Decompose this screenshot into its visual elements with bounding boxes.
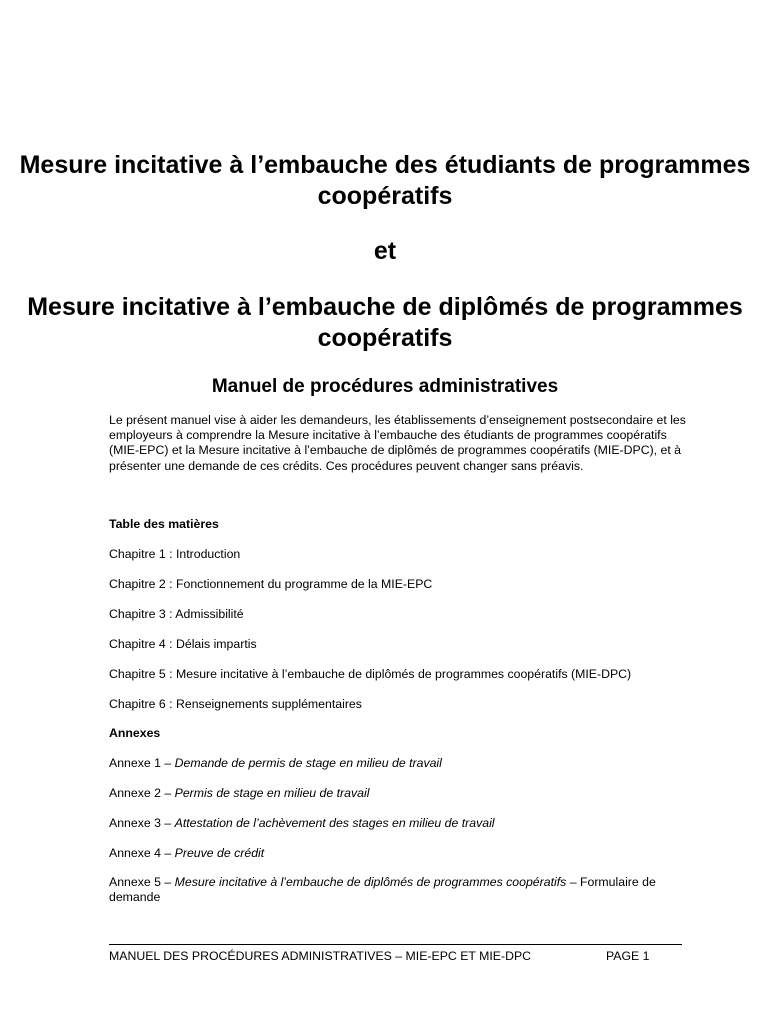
toc-chapter-3: Chapitre 3 : Admissibilité	[109, 607, 244, 621]
toc-chapter-5: Chapitre 5 : Mesure incitative à l’embauche de diplômés de programmes coopératifs (MIE-DPC)	[109, 667, 632, 681]
intro-paragraph: Le présent manuel vise à aider les demandeurs, les établissements d’enseignement postsecondaire et les employeurs à comprendre la Mesure incitative à l’embauche des étudiants de programmes coopératifs (MIE-EPC) et la Mesure incitative à l’embauche de diplômés de programmes coopératifs (MIE-DPC), et à présenter une demande de ces crédits. Ces procédures peuvent changer sans préavis.	[109, 413, 686, 473]
annexe-suffix: – Formulaire de demande	[109, 875, 656, 904]
document-subtitle: Manuel de procédures administratives	[211, 376, 559, 397]
annexe-label: Annexe 1 –	[109, 756, 175, 770]
annexe-title: Mesure incitative à l’embauche de diplômés de programmes coopératifs	[174, 875, 567, 889]
footer-manual-title: MANUEL DES PROCÉDURES ADMINISTRATIVES – MIE-EPC ET MIE-DPC	[109, 949, 532, 963]
annexe-label: Annexe 2 –	[109, 786, 175, 800]
document-title-part-2: Mesure incitative à l’embauche de diplômés de programmes coopératifs	[27, 293, 743, 352]
annexe-label: Annexe 3 –	[109, 816, 175, 830]
footer-page-number: PAGE 1	[606, 949, 650, 963]
toc-chapter-6: Chapitre 6 : Renseignements supplémentaires	[109, 697, 362, 711]
annexe-item-4	[109, 846, 709, 861]
annexes-heading: Annexes	[109, 726, 161, 740]
annexe-title: Preuve de crédit	[174, 846, 265, 860]
annexe-title: Attestation de l’achèvement des stages en milieu de travail	[174, 816, 495, 830]
toc-heading: Table des matières	[109, 517, 219, 531]
page-footer	[109, 944, 682, 963]
document-title-part-1: Mesure incitative à l’embauche des étudiants de programmes coopératifs	[19, 151, 751, 210]
annexe-label: Annexe 4 –	[109, 846, 175, 860]
annexe-title: Demande de permis de stage en milieu de travail	[174, 756, 442, 770]
annexe-item-5	[109, 875, 694, 905]
toc-chapter-1: Chapitre 1 : Introduction	[109, 547, 241, 561]
annexe-item-2	[109, 786, 709, 801]
annexe-item-1	[109, 756, 709, 771]
annexe-title: Permis de stage en milieu de travail	[174, 786, 370, 800]
annexe-item-3	[109, 816, 709, 831]
toc-chapter-4: Chapitre 4 : Délais impartis	[109, 637, 257, 651]
title-connector: et	[373, 237, 397, 265]
annexe-label: Annexe 5 –	[109, 875, 175, 889]
toc-chapter-2: Chapitre 2 : Fonctionnement du programme de la MIE-EPC	[109, 577, 433, 591]
